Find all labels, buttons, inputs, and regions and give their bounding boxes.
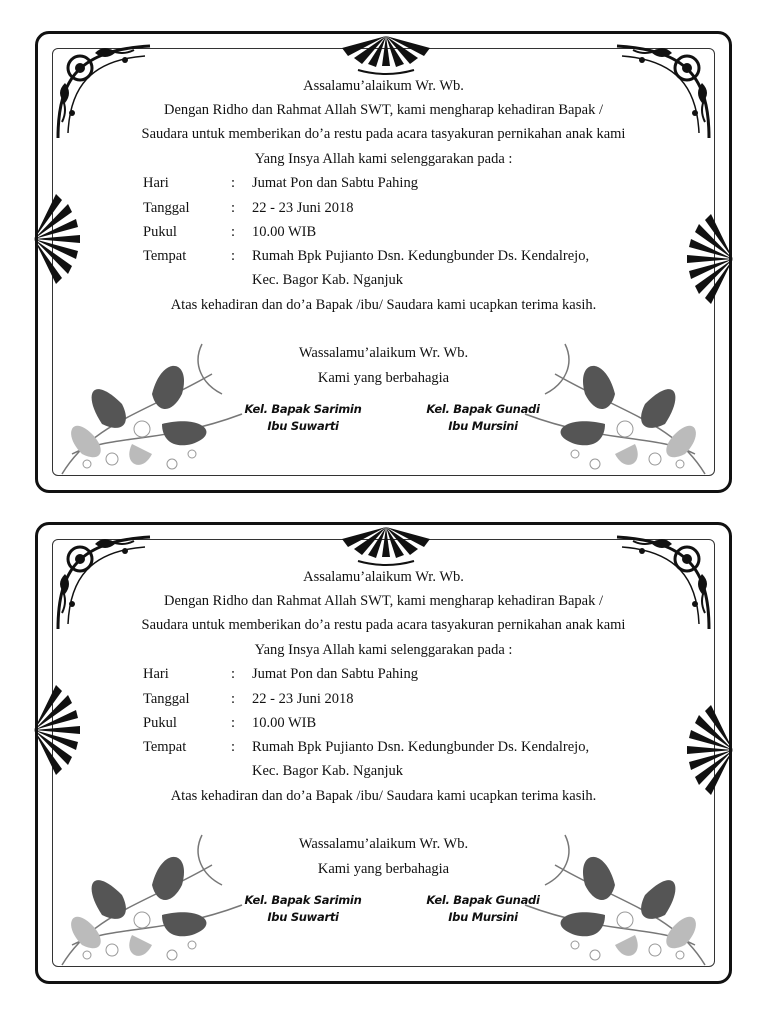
detail-colon: : bbox=[231, 224, 236, 240]
intro-line: Yang Insya Allah kami selenggarakan pada : bbox=[254, 642, 513, 658]
detail-label: Hari bbox=[143, 175, 169, 191]
detail-colon: : bbox=[231, 691, 236, 707]
detail-value: Jumat Pon dan Sabtu Pahing bbox=[252, 175, 418, 191]
detail-value: 10.00 WIB bbox=[252, 715, 317, 731]
side-sunburst-ornament-icon bbox=[34, 194, 84, 284]
detail-label: Tanggal bbox=[143, 691, 190, 707]
family2-spouse: Ibu Mursini bbox=[448, 910, 518, 924]
detail-colon: : bbox=[231, 175, 236, 191]
detail-label: Pukul bbox=[143, 715, 177, 731]
detail-label: Tempat bbox=[143, 739, 187, 755]
detail-colon: : bbox=[231, 715, 236, 731]
family2-name: Kel. Bapak Gunadi bbox=[426, 893, 540, 907]
detail-label: Pukul bbox=[143, 224, 177, 240]
intro-line: Saudara untuk memberikan do’a restu pada acara tasyakuran pernikahan anak kami bbox=[141, 126, 626, 142]
invitation-card-2 bbox=[35, 522, 732, 984]
side-sunburst-ornament-icon bbox=[34, 685, 84, 775]
detail-row-time bbox=[143, 715, 316, 732]
detail-row-time bbox=[143, 224, 316, 241]
detail-row-place bbox=[143, 739, 589, 756]
detail-row-day bbox=[143, 175, 418, 192]
side-sunburst-ornament-icon bbox=[683, 214, 733, 304]
detail-row-place bbox=[143, 248, 589, 265]
family2-name: Kel. Bapak Gunadi bbox=[426, 402, 540, 416]
detail-label: Tanggal bbox=[143, 200, 190, 216]
detail-value: Rumah Bpk Pujianto Dsn. Kedungbunder Ds. Kendalrejo, bbox=[252, 248, 590, 264]
address-continuation: Kec. Bagor Kab. Nganjuk bbox=[252, 763, 403, 779]
detail-colon: : bbox=[231, 739, 236, 755]
family2-spouse: Ibu Mursini bbox=[448, 419, 518, 433]
detail-value: 22 - 23 Juni 2018 bbox=[252, 691, 354, 707]
detail-value: Jumat Pon dan Sabtu Pahing bbox=[252, 666, 418, 682]
greeting: Assalamu’alaikum Wr. Wb. bbox=[303, 78, 464, 94]
thanks-line: Atas kehadiran dan do’a Bapak /ibu/ Saudara kami ucapkan terima kasih. bbox=[170, 788, 597, 804]
family1-spouse: Ibu Suwarti bbox=[267, 419, 339, 433]
greeting: Assalamu’alaikum Wr. Wb. bbox=[303, 569, 464, 585]
top-sunburst-ornament-icon bbox=[338, 527, 434, 567]
intro-line: Saudara untuk memberikan do’a restu pada acara tasyakuran pernikahan anak kami bbox=[141, 617, 626, 633]
closing-greeting: Wassalamu’alaikum Wr. Wb. bbox=[298, 345, 469, 361]
closing-greeting: Wassalamu’alaikum Wr. Wb. bbox=[298, 836, 469, 852]
family1-name: Kel. Bapak Sarimin bbox=[244, 893, 362, 907]
detail-row-date bbox=[143, 691, 354, 708]
detail-label: Tempat bbox=[143, 248, 187, 264]
side-sunburst-ornament-icon bbox=[683, 705, 733, 795]
detail-colon: : bbox=[231, 248, 236, 264]
intro-line: Dengan Ridho dan Rahmat Allah SWT, kami mengharap kehadiran Bapak / bbox=[163, 102, 604, 118]
detail-value: 10.00 WIB bbox=[252, 224, 317, 240]
closing-signoff: Kami yang berbahagia bbox=[317, 370, 450, 386]
detail-label: Hari bbox=[143, 666, 169, 682]
family1-spouse: Ibu Suwarti bbox=[267, 910, 339, 924]
address-continuation: Kec. Bagor Kab. Nganjuk bbox=[252, 272, 403, 288]
top-sunburst-ornament-icon bbox=[338, 36, 434, 76]
intro-line: Dengan Ridho dan Rahmat Allah SWT, kami mengharap kehadiran Bapak / bbox=[163, 593, 604, 609]
thanks-line: Atas kehadiran dan do’a Bapak /ibu/ Saudara kami ucapkan terima kasih. bbox=[170, 297, 597, 313]
detail-colon: : bbox=[231, 666, 236, 682]
family1-name: Kel. Bapak Sarimin bbox=[244, 402, 362, 416]
detail-row-day bbox=[143, 666, 418, 683]
invitation-card-1 bbox=[35, 31, 732, 493]
detail-value: 22 - 23 Juni 2018 bbox=[252, 200, 354, 216]
detail-value: Rumah Bpk Pujianto Dsn. Kedungbunder Ds. Kendalrejo, bbox=[252, 739, 590, 755]
closing-signoff: Kami yang berbahagia bbox=[317, 861, 450, 877]
intro-line: Yang Insya Allah kami selenggarakan pada : bbox=[254, 151, 513, 167]
detail-row-date bbox=[143, 200, 354, 217]
detail-colon: : bbox=[231, 200, 236, 216]
